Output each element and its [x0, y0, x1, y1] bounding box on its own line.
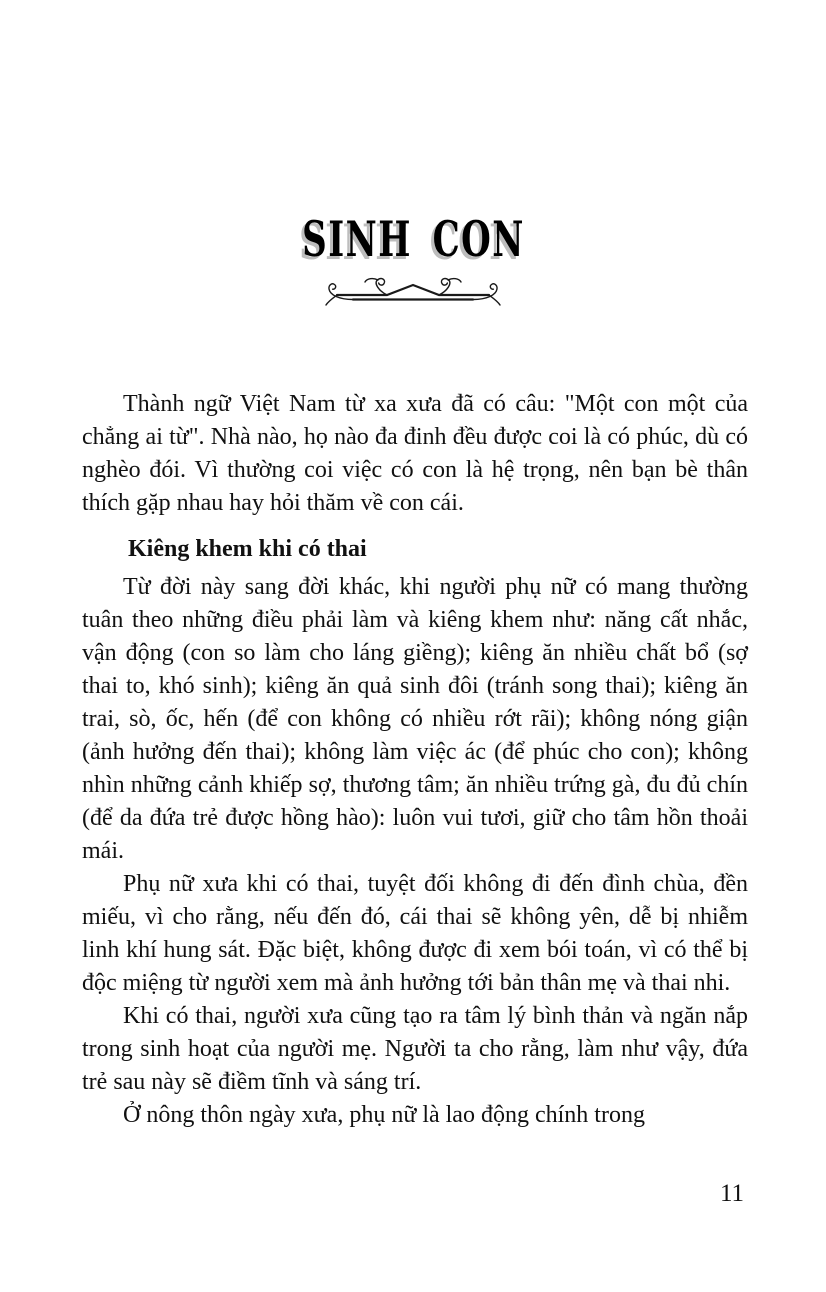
paragraph-dinh-chua: Phụ nữ xưa khi có thai, tuyệt đối không đi đến đình chùa, đền miếu, vì cho rằng, nếu đến đó, cái thai sẽ không yên, dễ bị nhiễm linh khí hung sát. Đặc biệt, không được đi xem bói toán, vì có thể bị độc miệng từ người xem mà ảnh hưởng tới bản thân mẹ và thai nhi. [82, 871, 748, 996]
paragraph-nong-thon: Ở nông thôn ngày xưa, phụ nữ là lao động chính trong [123, 1102, 645, 1128]
chapter-title [0, 212, 826, 266]
chapter-title-text: SINH CON [301, 210, 525, 268]
page-number: 11 [719, 1180, 745, 1207]
section-heading: Kiêng khem khi có thai [128, 536, 367, 562]
body-text [82, 388, 748, 1132]
paragraph-intro: Thành ngữ Việt Nam từ xa xưa đã có câu: "Một con một của chẳng ai từ". Nhà nào, họ nào đa đinh đều được coi là có phúc, dù có nghèo đói. Vì thường coi việc có con là hệ trọng, nên bạn bè thân thích gặp nhau hay hỏi thăm về con cái. [82, 391, 748, 516]
paragraph-kieng-khem: Từ đời này sang đời khác, khi người phụ nữ có mang thường tuân theo những điều phải làm và kiêng khem như: năng cất nhắc, vận động (con so làm cho láng giềng); kiêng ăn nhiều chất bổ (sợ thai to, khó sinh); kiêng ăn quả sinh đôi (tránh song thai); kiêng ăn trai, sò, ốc, hến (để con không có nhiều rớt rãi); không nóng giận (ảnh hưởng đến thai); không làm việc ác (để phúc cho con); không nhìn những cảnh khiếp sợ, thương tâm; ăn nhiều trứng gà, đu đủ chín (để da đứa trẻ được hồng hào): luôn vui tươi, giữ cho tâm hồn thoải mái. [82, 574, 748, 864]
flourish-divider-icon [0, 274, 826, 310]
paragraph-tam-ly: Khi có thai, người xưa cũng tạo ra tâm lý bình thản và ngăn nắp trong sinh hoạt của người mẹ. Người ta cho rằng, làm như vậy, đứa trẻ sau này sẽ điềm tĩnh và sáng trí. [82, 1003, 748, 1095]
